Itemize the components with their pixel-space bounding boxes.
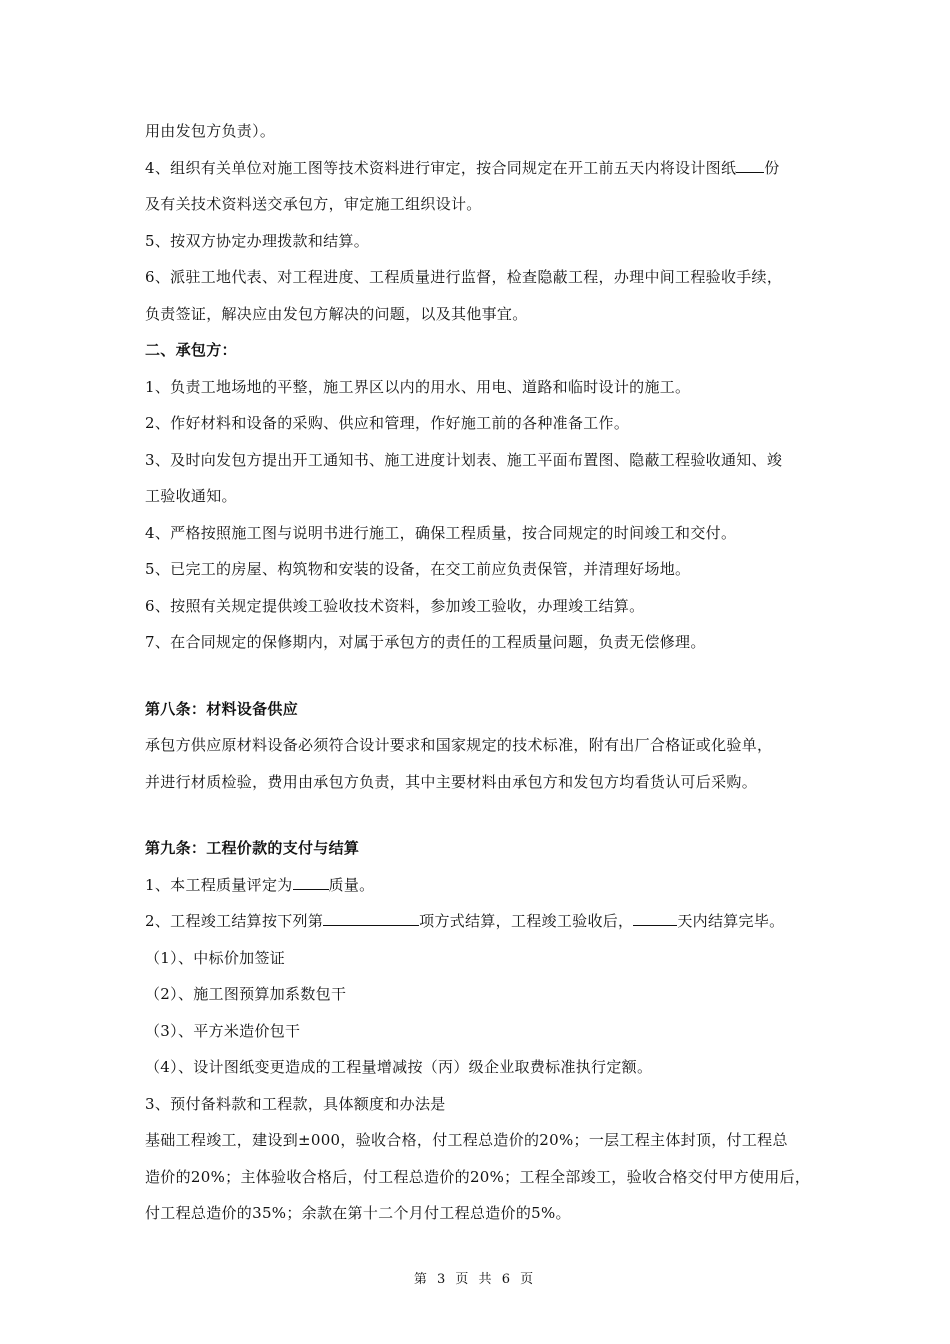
text-line: 6、派驻工地代表、对工程进度、工程质量进行监督，检查隐蔽工程，办理中间工程验收手续， (145, 268, 783, 286)
spacer (145, 800, 820, 830)
text-line: 5、已完工的房屋、构筑物和安装的设备，在交工前应负责保管，并清理好场地。 (145, 560, 691, 578)
text-segment: 质量。 (328, 875, 375, 894)
fill-blank (736, 158, 764, 173)
list-option: （3）、平方米造价包干 (145, 1021, 301, 1040)
page-number: 第 3 页 共 6 页 (413, 1272, 537, 1287)
text-line: 3、及时向发包方提出开工通知书、施工进度计划表、施工平面布置图、隐蔽工程验收通知、竣 (145, 450, 783, 469)
text-line: 2、作好材料和设备的采购、供应和管理，作好施工前的各种准备工作。 (145, 414, 630, 432)
text-segment: 项方式结算，工程竣工验收后， (419, 912, 634, 930)
list-option: （1）、中标价加签证 (145, 948, 286, 967)
text-line: 付工程总造价的35%；余款在第十二个月付工程总造价的5%。 (145, 1204, 571, 1222)
text-line: 1、负责工地场地的平整，施工界区以内的用水、用电、道路和临时设计的施工。 (145, 377, 691, 396)
fill-blank (293, 875, 329, 890)
text-line: 6、按照有关规定提供竣工验收技术资料，参加竣工验收，办理竣工结算。 (145, 596, 645, 615)
spacer (145, 661, 820, 691)
text-line: 3、预付备料款和工程款，具体额度和办法是 (145, 1094, 446, 1113)
document-body (145, 113, 820, 1232)
text-line (145, 903, 820, 940)
text-segment: 1、本工程质量评定为 (145, 875, 293, 894)
text-segment: 天内结算完毕。 (677, 912, 785, 930)
section-heading: 二、承包方： (145, 341, 237, 359)
text-segment: 份 (764, 158, 780, 177)
text-line: 承包方供应原材料设备必须符合设计要求和国家规定的技术标准，附有出厂合格证或化验单， (145, 736, 773, 754)
fill-blank (633, 911, 677, 926)
text-line: 5、按双方协定办理拨款和结算。 (145, 231, 370, 250)
text-line (145, 867, 820, 904)
text-line (145, 150, 820, 187)
list-option: （2）、施工图预算加系数包干 (145, 985, 347, 1003)
article-heading: 第八条：材料设备供应 (145, 699, 299, 718)
text-line: 用由发包方负责）。 (145, 122, 276, 140)
list-option: （4）、设计图纸变更造成的工程量增减按（丙）级企业取费标准执行定额。 (145, 1058, 653, 1076)
text-line: 4、严格按照施工图与说明书进行施工，确保工程质量，按合同规定的时间竣工和交付。 (145, 523, 737, 542)
fill-blank (323, 911, 419, 926)
text-line: 造价的20%；主体验收合格后，付工程总造价的20%；工程全部竣工，验收合格交付甲方使用后， (145, 1167, 811, 1186)
text-segment: 2、工程竣工结算按下列第 (145, 912, 324, 930)
text-line: 工验收通知。 (145, 487, 237, 505)
text-line: 7、在合同规定的保修期内，对属于承包方的责任的工程质量问题，负责无偿修理。 (145, 633, 706, 651)
article-heading: 第九条：工程价款的支付与结算 (145, 839, 360, 857)
text-line: 并进行材质检验，费用由承包方负责，其中主要材料由承包方和发包方均看货认可后采购。 (145, 772, 758, 791)
text-line: 负责签证，解决应由发包方解决的问题，以及其他事宜。 (145, 304, 528, 323)
text-segment: 4、组织有关单位对施工图等技术资料进行审定，按合同规定在开工前五天内将设计图纸 (145, 158, 737, 177)
text-line: 基础工程竣工，建设到±000，验收合格，付工程总造价的20%；一层工程主体封顶，付工程总 (145, 1131, 788, 1149)
text-line: 及有关技术资料送交承包方，审定施工组织设计。 (145, 195, 482, 213)
